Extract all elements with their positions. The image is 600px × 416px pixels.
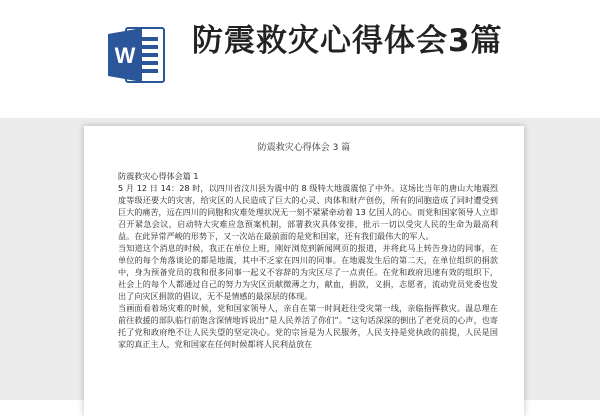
header <box>0 0 600 120</box>
word-icon-letter: W <box>114 43 136 68</box>
document-title: 防震救灾心得体会 3 篇 <box>257 143 351 153</box>
document-paragraph: 当知道这个消息的时候，我正在单位上班，刚好浏览到新闻网页的报道，并将此马上转告身边的同事，在单位的每个角落谈论的都是地震，其中不乏家在四川的同事。在地震发生后的第二天，在单位组织的捐款中，身为预备党员的我和很多同事一起义不容辞的为灾区尽了一点责任。在党和政府迅速有效的组织下，社会上的每个人都通过自己的努力为灾区贡献微薄之力，献血，捐款，义捐，志愿者，流动党员党委也发出了向灾区捐款的倡议，无不是情感的最深层的体现。 <box>118 243 498 301</box>
document-paragraph: 防震救灾心得体会篇 1 <box>118 171 199 181</box>
document-page <box>84 126 524 416</box>
word-document-icon <box>106 24 168 86</box>
page-title: 防震救灾心得体会3篇 <box>192 23 503 59</box>
document-body <box>118 170 498 350</box>
document-paragraph: 当画面看着场灾难的时候，党和国家领导人，亲自在第一时间赶往受灾第一线，亲临指挥救灾。温总理在前往救援的部队临行前饱含深情地诉说出“是人民养活了你们”。“这句话深深的倒出了老党员的心声，也寄托了党和政府绝不让人民失望的坚定决心。党的宗旨是为人民服务，人民支持是党执政的前提，人民是国家的真正主人，党和国家在任何时候都将人民利益放在 <box>118 303 498 349</box>
document-paragraph: 5 月 12 日 14：28 时，以四川省汶川县为震中的 8 级特大地震震惊了中外。这场比当年的唐山大地震烈度等级还要大的灾害，给灾区的人民造成了巨大的心灵、肉体和财产创伤，所有的同胞造成了同时遭受到巨大的痛苦，远在四川的同胞和灾难处理状况无一刻不紧紧牵动着 13 亿国人的心。而党和国家领导人立即召开紧急会议，启动特大灾难应急预案机制，部署救灾具体安排，批示一切以受灾人民的生命为最高利益。在此异常严峻的形势下，又一次站在最前面的是党和国家，还有我们最伟大的军人。 <box>118 183 498 241</box>
